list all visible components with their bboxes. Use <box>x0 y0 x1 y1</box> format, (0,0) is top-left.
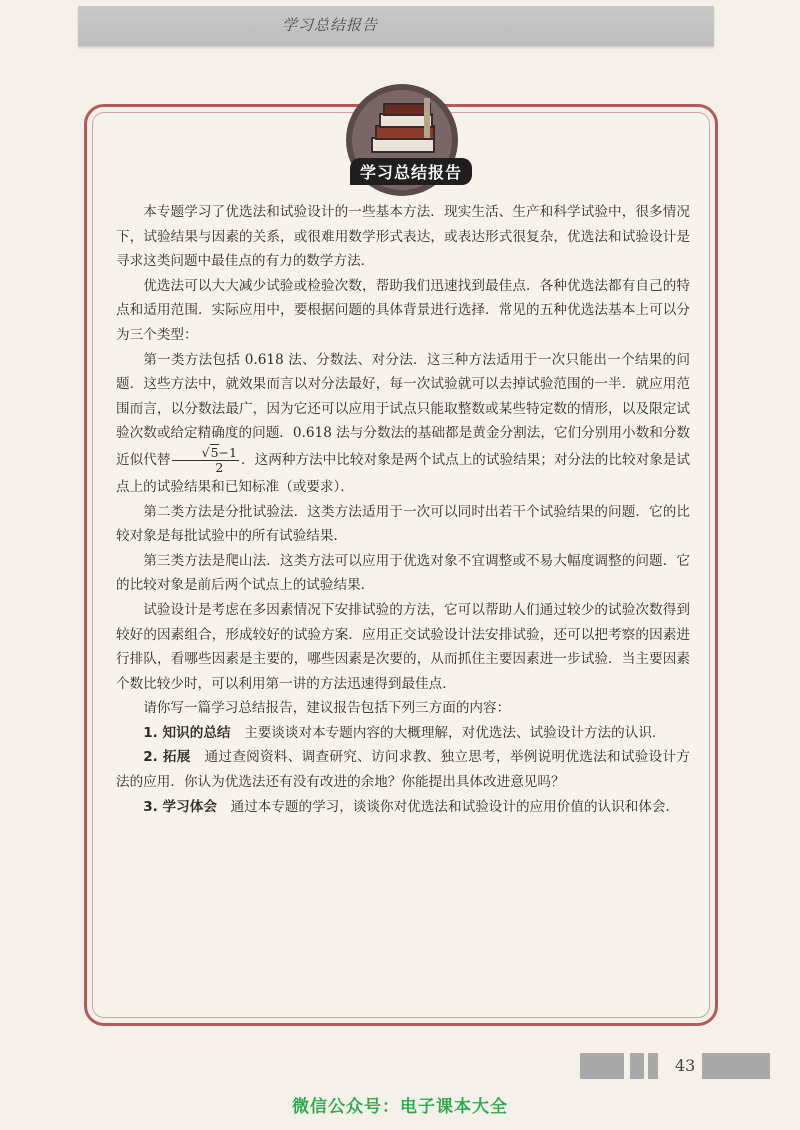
paragraph-type-two: 第二类方法是分批试验法．这类方法适用于一次可以同时出若干个试验结果的问题．它的比较对象是每批试验中的所有试验结果． <box>116 503 690 545</box>
watermark-text: 微信公众号：电子课本大全 <box>292 1097 508 1117</box>
paragraph-type-three: 第三类方法是爬山法．这类方法可以应用于优选对象不宜调整或不易大幅度调整的问题．它的比较对象是前后两个试点上的试验结果． <box>116 552 690 594</box>
paragraph-assignment: 请你写一篇学习总结报告，建议报告包括下列三方面的内容： <box>143 700 511 717</box>
running-header-title: 学习总结报告 <box>282 16 379 34</box>
golden-ratio-fraction: $\frac{√5-1}{2}$ <box>172 446 239 475</box>
paragraph-intro: 本专题学习了优选法和试验设计的一些基本方法．现实生活、生产和科学试验中，很多情况下，试验结果与因素的关系，或很难用数学形式表达，或表达形式很复杂，优选法和试验设计是寻求这类问题中最佳点的有力的数学方法． <box>116 204 690 270</box>
report-item: 2. 拓展 通过查阅资料、调查研究、访问求教、独立思考，举例说明优选法和试验设计方法的应用．你认为优选法还有没有改进的余地？你能提出具体改进意见吗？ <box>116 749 691 791</box>
report-item: 1. 知识的总结 主要谈谈对本专题内容的大概理解，对优选法、试验设计方法的认识． <box>143 724 666 741</box>
report-item-heading: 2. 拓展 <box>143 749 191 766</box>
report-item-heading: 3. 学习体会 <box>143 798 217 815</box>
body-text <box>116 200 690 819</box>
paragraph-type-one: 第一类方法包括 0.618 法、分数法、对分法．这三种方法适用于一次只能出一个结果的问题．这些方法中，就效果而言以对分法最好，每一次试验就可以去掉试验范围的一半．就应用范围而言，以分数法最广，因为它还可以应用于试点只能取整数或某些特定数的情形，以及限定试验次数或给定精确度的问题．0.618 法与分数法的基础都是黄金分割法，它们分别用小数和分数近似代替 $\frac{√5-1}{2}$ ．这两种方法中比较对象是两个试点上的试验结果；对分法的比较对象是试点上的试验结果和已知标准（或要求）． <box>116 351 691 495</box>
page-number: 43 <box>675 1056 696 1075</box>
paragraph-experiment-design: 试验设计是考虑在多因素情况下安排试验的方法，它可以帮助人们通过较少的试验次数得到较好的因素组合，形成较好的试验方案．应用正交试验设计法安排试验，还可以把考察的因素进行排队，看哪些因素是主要的，哪些因素是次要的，从而抓住主要因素进一步试验．当主要因素个数比较少时，可以利用第一讲的方法迅速得到最佳点． <box>116 601 690 692</box>
header-band <box>78 6 714 46</box>
report-item-heading: 1. 知识的总结 <box>143 724 231 741</box>
paragraph-optimization: 优选法可以大大减少试验或检验次数，帮助我们迅速找到最佳点．各种优选法都有自己的特点和适用范围．实际应用中，要根据问题的具体背景进行选择．常见的五种优选法基本上可以分为三个类型： <box>116 277 690 343</box>
emblem-title: 学习总结报告 <box>350 158 472 185</box>
report-item: 3. 学习体会 通过本专题的学习，谈谈你对优选法和试验设计的应用价值的认识和体会． <box>143 798 680 815</box>
